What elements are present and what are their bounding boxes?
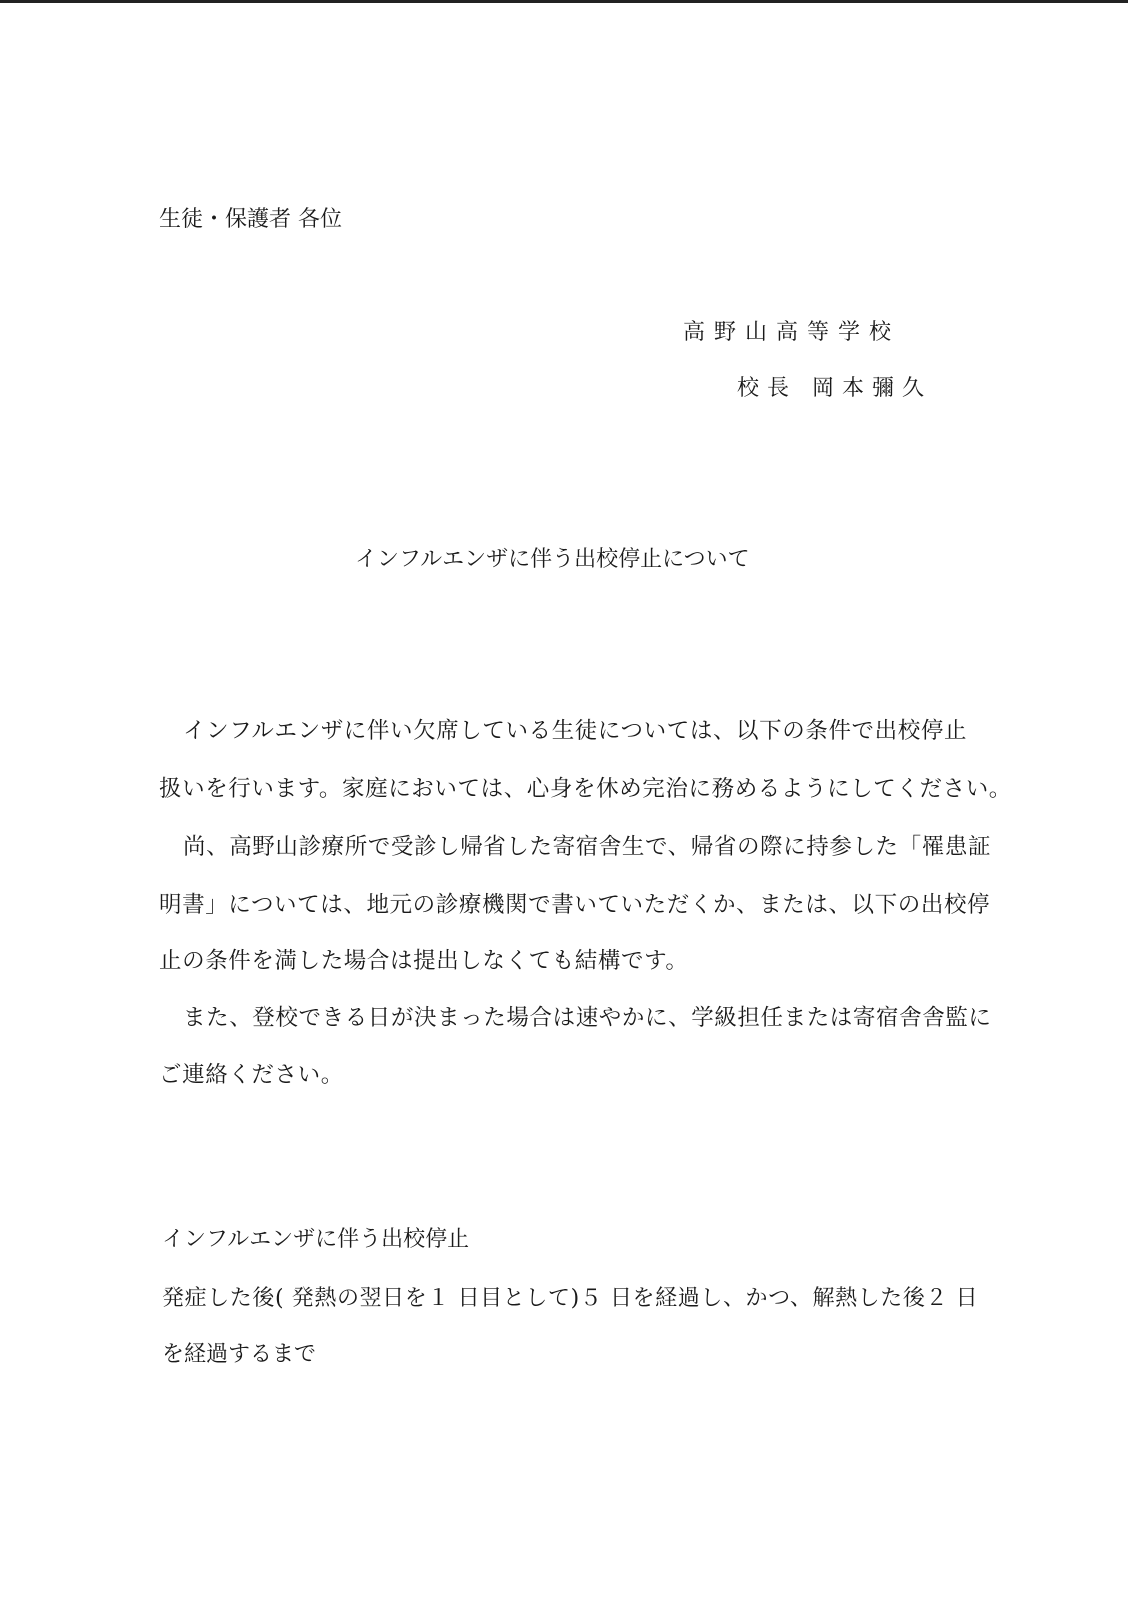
conditions-heading: インフルエンザに伴う出校停止 <box>162 1227 470 1252</box>
body-line: インフルエンザに伴い欠席している生徒については、以下の条件で出校停止 <box>183 718 968 744</box>
body-line: 尚、高野山診療所で受診し帰省した寄宿舎生で、帰省の際に持参した「罹患証 <box>183 834 992 860</box>
scan-border <box>0 0 1128 3</box>
body-line: 明書」については、地元の診療機関で書いていただくか、または、以下の出校停 <box>159 892 991 918</box>
body-line: また、登校できる日が決まった場合は速やかに、学級担任または寄宿舎舎監に <box>183 1005 992 1031</box>
body-line: 止の条件を満した場合は提出しなくても結構です。 <box>159 948 689 974</box>
conditions-line: を経過するまで <box>162 1342 317 1367</box>
body-line: ご連絡ください。 <box>159 1062 344 1088</box>
addressee: 生徒・保護者 各位 <box>159 207 342 232</box>
conditions-line: 発症した後( 発熱の翌日を１ 日目として)５ 日を経過し、かつ、解熱した後２ 日 <box>162 1286 979 1311</box>
principal-name: 校長 岡本彌久 <box>737 376 932 401</box>
school-name: 高野山高等学校 <box>683 320 901 345</box>
body-line: 扱いを行います。家庭においては、心身を休め完治に務めるようにしてください。 <box>159 776 1012 802</box>
document-title: インフルエンザに伴う出校停止について <box>355 547 750 572</box>
